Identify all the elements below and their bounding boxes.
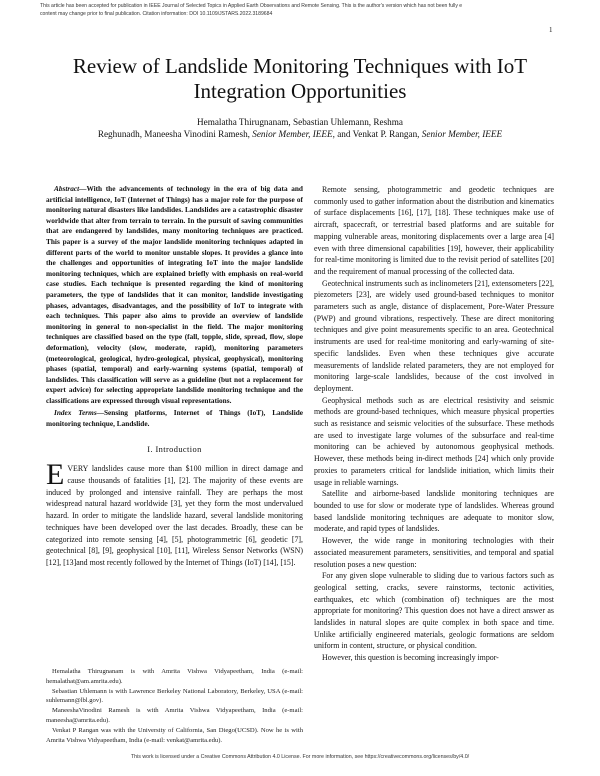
publication-notice (40, 2, 600, 18)
affiliation-4: Venkat P Rangan was with the University of California, San Diego(UCSD). Now he is with Amrita Vishwa Vidyapeetham, India (e-mail: venkat@amrita.edu). (46, 726, 303, 744)
author-line-2 (20, 128, 580, 140)
affiliation-2: Sebastian Uhlemann is with Lawrence Berkeley National Laboratory, Berkeley, USA (e-mail: suhlemann@lbl.gov). (46, 687, 303, 705)
license-footer: This work is licensed under a Creative Commons Attribution 4.0 License. For more information, see https://creativecommons.org/licenses/by/4.0/ (130, 754, 470, 760)
author-title-b: Senior Member, IEEE (421, 129, 503, 139)
index-terms-lead: Index Terms (54, 408, 97, 418)
author-names-a: Reghunadh, Maneesha Vinodini Ramesh, (97, 129, 253, 139)
index-terms (46, 408, 303, 429)
page-number: 1 (549, 26, 553, 34)
author-line-1: Hemalatha Thirugnanam, Sebastian Uhlemann, Reshma (197, 117, 403, 127)
abstract-lead: Abstract (54, 184, 80, 193)
publication-notice-line-1: This article has been accepted for publication in IEEE Journal of Selected Topics in Applied Earth Observations and Remote Sensing. This is the author's version which has not been fully e (40, 3, 463, 9)
author-list (20, 116, 580, 140)
body-paragraph-6: For any given slope vulnerable to sliding due to various factors such as geological setting, cracks, severe rainstorms, tectonic activities, earthquakes, etc which (combination of) techniques are the most appropriate for monitoring? This question does not have a direct answer as landslides in natural slopes are quite complex in both space and time. Unlike artificially engineered materials, geologic formations are seldom uniform in content, structure, or physical condition. (314, 571, 554, 651)
abstract (46, 184, 303, 406)
drop-cap: E (46, 458, 65, 492)
author-title-a: Senior Member, IEEE, (252, 129, 335, 139)
left-column (46, 184, 303, 569)
index-terms-text: —Sensing platforms, Internet of Things (IoT), Landslide monitoring technique, Landslide. (46, 408, 304, 429)
body-paragraph-3: Geophysical methods such as are electrical resistivity and seismic methods are ground-based techniques, which measure physical properties such as resistance and seismic velocities of the subsurface. These methods are used to investigate large volumes of the subsurface and real-time monitoring can be achieved by autonomous geophysical methods. However, these methods being in-direct methods [24] which only provide proxies to parameters critical for landslide initiation, which limits their usage in reliable warnings. (314, 395, 554, 487)
body-paragraph-5: However, the wide range in monitoring technologies with their associated measurement parameters, sensitivities, and temporal and spatial resolution poses a new question: (314, 536, 554, 569)
body-paragraph-1: Remote sensing, photogrammetric and geodetic techniques are commonly used to gather information about the distribution and kinematics of surface displacements [16], [17], [18]. These techniques make use of aircraft, spacecraft, or terrestrial based platforms and are suitable for mapping vulnerable areas, monitoring displacements over a large area [4] even with three dimensional capabilities [19], however, their applicability for real-time monitoring is limited due to the revisit period of satellites [20] and the requirement of manual processing of the collected data. (314, 185, 554, 276)
affiliation-1: Hemalatha Thirugnanam is with Amrita Vishwa Vidyapeetham, India (e-mail: hemalathat@am.amrita.edu). (46, 668, 303, 685)
intro-paragraph (46, 458, 303, 568)
affiliation-3: ManeeshaVinodini Ramesh is with Amrita Vishwa Vidyapeetham, India (e-mail: maneesha@amrita.edu). (46, 707, 303, 724)
body-paragraph-4: Satellite and airborne-based landslide monitoring techniques are bounded to use for slow or moderate type of landslides. Whereas ground based landslide monitoring techniques are adequate to monitor slow, moderate, and rapid types of landslides. (314, 489, 554, 534)
intro-paragraph-text: VERY landslides cause more than $100 million in direct damage and cause thousands of fatalities [1], [2]. The majority of these events are induced by prolonged and intensive rainfall. They are perhaps the most widespread natural hazard worldwide [3], yet they form the most undervalued hazard. In order to mitigate the landslide hazard, several landslide monitoring techniques have been developed over the last decades. Broadly, these can be categorized into remote sensing [4], [5], photogrammetric [6], geodetic [7], geotechnical [8], [9], geophysical [10], [11], Wireless Sensor Networks (WSN) [12], [13]and most recently followed by the Internet of Things (IoT) [14], [15]. (46, 464, 303, 567)
body-paragraph-7: However, this question is becoming increasingly impor- (322, 653, 499, 663)
author-affiliations (46, 667, 303, 745)
author-names-b: and Venkat P. Rangan, (334, 129, 422, 139)
body-paragraph-2: Geotechnical instruments such as inclinometers [21], extensometers [22], piezometers [23], are widely used ground-based techniques to monitor parameters such as angle, distance of displacement, Pore-Water Pressure (PWP) and ground vibrations, respectively. These are direct monitoring techniques and give point measurements specific to an area. Geotechnical instruments are used for real-time monitoring and early-warning of site-specific landslides. Even when these techniques give accurate measurements of landslide related parameters, they are not employed for monitoring large-scale landslides, because of the cost involved in deployment. (314, 278, 554, 393)
right-column (314, 184, 554, 664)
section-heading: I. Introduction (147, 444, 202, 454)
abstract-text: —With the advancements of technology in the era of big data and artificial intelligence, IoT (Internet of Things) has a major role for the purpose of monitoring natural disasters like landslides. Landslides are a catastrophic disaster worldwide that alter from terrain to terrain. In the pursuit of saving communities that are endangered by landslides, many monitoring techniques are practiced. This paper is a survey of the major landslide monitoring techniques adapted in different parts of the world to monitor unstable slopes. It provides a glance into the challenges and opportunities of integrating IoT into the major landslide monitoring techniques, which are explained briefly with emphasis on real-world case studies. Each technique is presented regarding the kind of monitoring parameters, the type of landslides that it can monitor, landslide investigating phases, advantages, disadvantages, and the possibility of IoT to integrate with each techniques. This paper also aims to provide an overview of landslide monitoring in general to non-specialist in the field. The major monitoring techniques are classified based on the type (fall, topple, slide, spread, flow, slope deformation), velocity (slow, moderate, rapid), monitoring parameters (meteorological, geological, hydro-geological, physical, geophysical), monitoring phases (spatial, temporal) and early-warning systems (spatial, temporal) of landslides. This classification will serve as a guideline (but not a replacement for expert advice) for selecting appropriate landslide monitoring technique and the classifications are expressed through visual representations. (46, 184, 303, 405)
publication-notice-line-2: content may change prior to final publication. Citation information: DOI 10.1109/JSTARS.2022.3189684 (40, 11, 273, 17)
paper-title: Review of Landslide Monitoring Techniques with IoT Integration Opportunities (72, 54, 528, 103)
